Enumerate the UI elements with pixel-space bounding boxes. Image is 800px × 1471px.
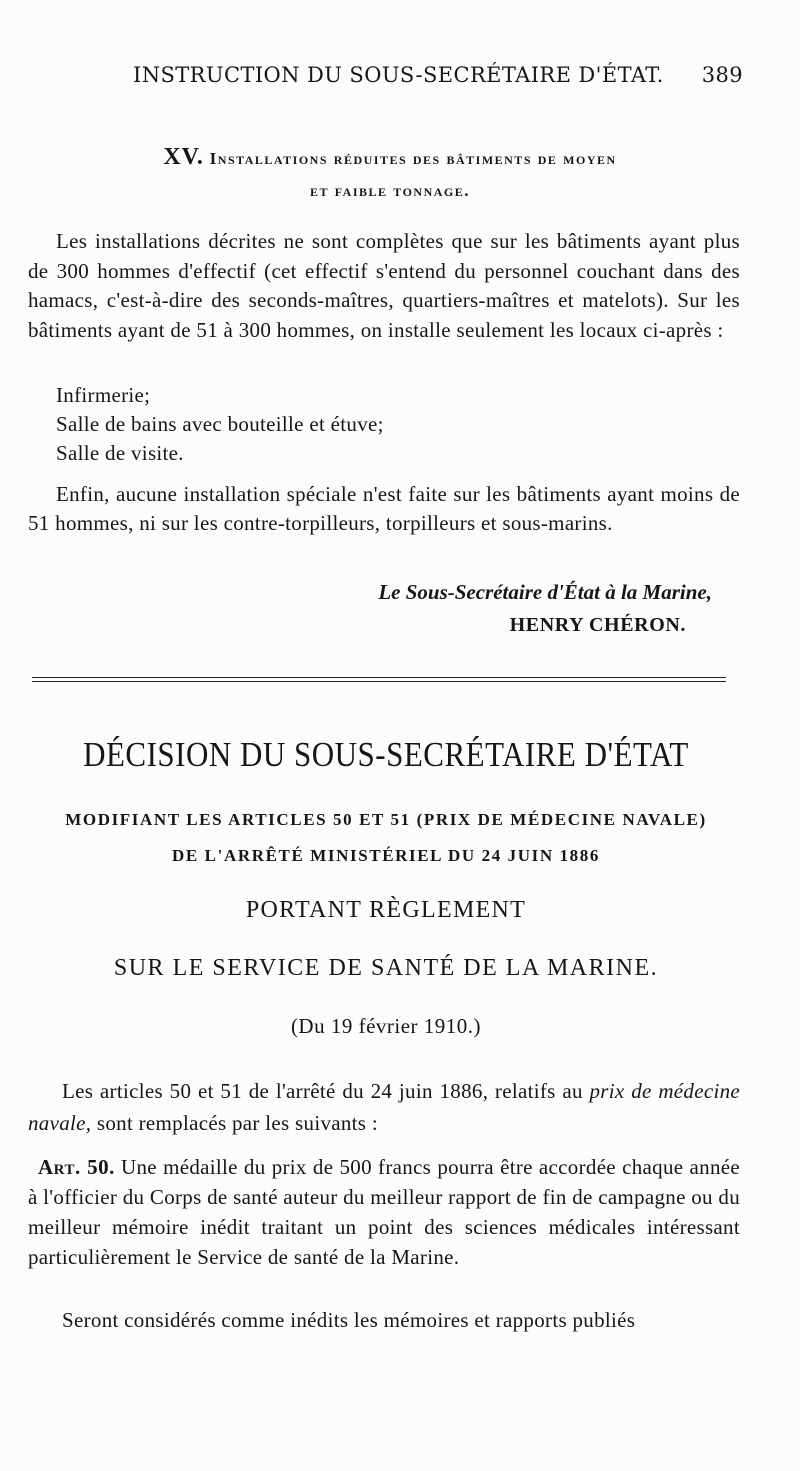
paragraph-intro xyxy=(28,1075,740,1139)
intro-text-end: sont remplacés par les suivants : xyxy=(91,1111,378,1135)
intro-text-italic: prix de médecine navale, xyxy=(28,1079,740,1135)
decision-subtitle-3: PORTANT RÈGLEMENT xyxy=(245,897,527,923)
signature-title: Le Sous-Secrétaire d'État à la Marine, xyxy=(378,580,712,604)
paragraph-enfin: Enfin, aucune installation spéciale n'est faite sur les bâtiments ayant moins de 51 hommes, ni sur les contre-torpilleurs, torpilleurs et sous-marins. xyxy=(28,482,740,535)
section-heading xyxy=(110,141,670,207)
locaux-list xyxy=(56,381,736,468)
paragraph-article-50 xyxy=(28,1152,740,1272)
section-heading-line-2: et faible tonnage. xyxy=(309,181,470,200)
signature-block xyxy=(28,576,712,642)
decision-subtitle-4: SUR LE SERVICE DE SANTÉ DE LA MARINE. xyxy=(113,955,659,981)
decision-date: (Du 19 février 1910.) xyxy=(290,1014,482,1038)
paragraph-installations: Les installations décrites ne sont complètes que sur les bâtiments ayant plus de 300 hommes d'effectif (cet effectif s'entend du personnel couchant dans des hamacs, c'est-à-dire des seconds-maîtres, quartiers-maîtres et matelots). Sur les bâtiments ayant de 51 à 300 hommes, on installe seulement les locaux ci-après : xyxy=(28,229,740,342)
list-item: Salle de visite. xyxy=(56,441,184,465)
article-label: Art. 50. xyxy=(38,1155,115,1179)
list-item: Salle de bains avec bouteille et étuve; xyxy=(56,412,384,436)
article-text: Une médaille du prix de 500 francs pourra être accordée chaque année à l'officier du Corps de santé auteur du meilleur rapport de fin de campagne ou du meilleur mémoire inédit traitant un point des sciences médicales intéressant particulièrement le Service de santé de la Marine. xyxy=(28,1155,741,1269)
section-numeral: XV. xyxy=(163,144,204,170)
section-divider-secondary xyxy=(32,681,726,682)
decision-subtitle-1: MODIFIANT LES ARTICLES 50 ET 51 (PRIX DE MÉDECINE NAVALE) xyxy=(65,810,707,829)
paragraph-last: Seront considérés comme inédits les mémoires et rapports publiés xyxy=(62,1308,636,1332)
decision-subtitle-2: DE L'ARRÊTÉ MINISTÉRIEL DU 24 JUIN 1886 xyxy=(172,846,600,865)
running-title: INSTRUCTION DU SOUS-SECRÉTAIRE D'ÉTAT. xyxy=(133,63,664,87)
section-divider xyxy=(32,677,726,678)
intro-text-start: Les articles 50 et 51 de l'arrêté du 24 juin 1886, relatifs au xyxy=(62,1079,590,1103)
page-number: 389 xyxy=(701,63,743,87)
decision-title: DÉCISION DU SOUS-SECRÉTAIRE D'ÉTAT xyxy=(83,734,689,775)
section-heading-text: Installations réduites des bâtiments de moyen xyxy=(209,149,617,168)
list-item: Infirmerie; xyxy=(56,383,151,407)
signature-name: HENRY CHÉRON. xyxy=(509,614,686,636)
section-heading-line-1 xyxy=(110,141,670,175)
